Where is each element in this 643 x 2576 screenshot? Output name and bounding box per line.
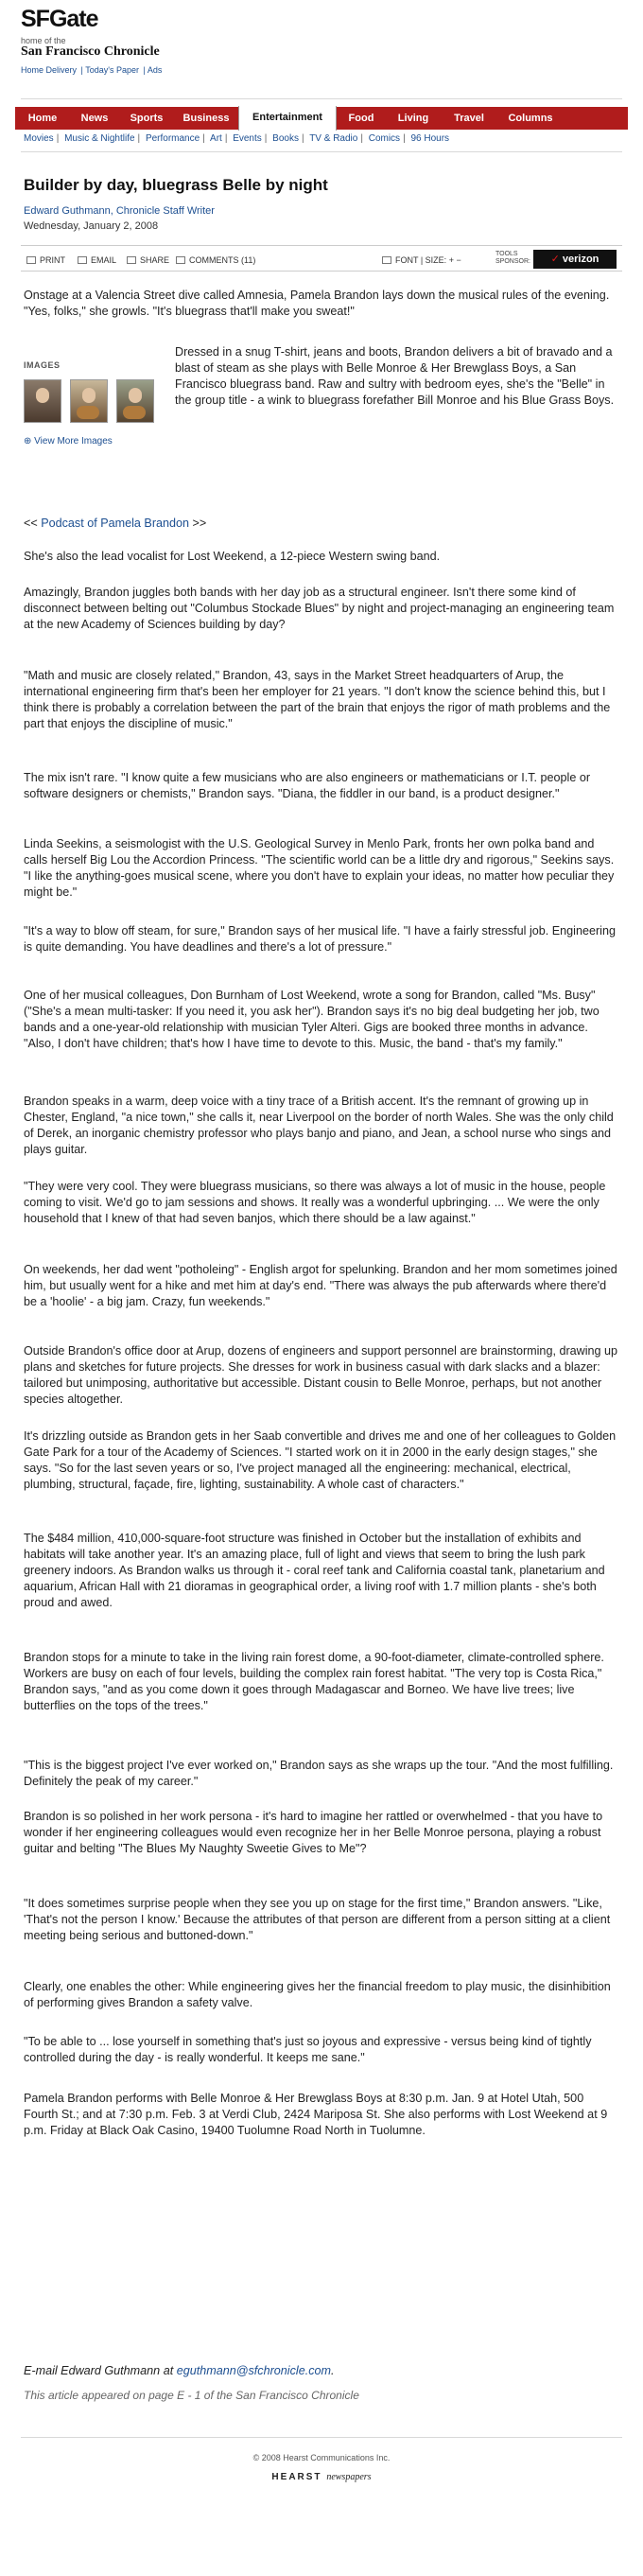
- paragraph: Brandon speaks in a warm, deep voice with a tiny trace of a British accent. It's the remnant of growing up in Chester, England, "a nice town," she calls it, near Liverpool on the border of north Wales. She was the only child of Derek, an inorganic chemistry professor who plays banjo and piano, and Jean, a school nurse who sings and plays guitar.: [24, 1095, 614, 1156]
- copyright-notice: © 2008 Hearst Communications Inc.: [252, 2453, 391, 2462]
- comments-button[interactable]: [176, 254, 255, 266]
- newspapers-word: newspapers: [326, 2472, 372, 2482]
- paragraph: "To be able to ... lose yourself in something that's just so joyous and expressive - versus being kind of tightly controlled during the day - is really wonderful. It keeps me sane.": [24, 2035, 592, 2064]
- paragraph: Dressed in a snug T-shirt, jeans and boots, Brandon delivers a bit of bravado and a blast of steam as she plays with Belle Monroe & Her Brewglass Boys, a San Francisco bluegrass band. Raw and sultry with bedroom eyes, she's the "Belle" in the group title - a wink to bluegrass forefather Bill Monroe and his Blue Grass Boys.: [175, 345, 615, 407]
- nav-sports[interactable]: Sports: [130, 113, 164, 124]
- paragraph: Brandon stops for a minute to take in the living rain forest dome, a 90-foot-diameter, climate-controlled sphere. Workers are busy on each of four levels, building the complex rain forest habitat. "The very top is Costa Rica," Brandon says, "and as you come down it goes through Madagascar and Borneo. We have live trees; live butterflies on the tops of the trees.": [24, 1651, 604, 1712]
- nav-travel[interactable]: Travel: [454, 113, 484, 124]
- paragraph: "It does sometimes surprise people when they see you up on stage for the first time," Brandon answers. "Like, 'That's not the person I know.' Because the attributes of that person are different from a person sitting at a client meeting being serious and buttoned-down.": [24, 1897, 611, 1942]
- paragraph: The mix isn't rare. "I know quite a few musicians who are also engineers or mathematicians or I.T. people or software designers or chemists," Brandon says. "Diana, the fiddler in our band, is a product designer.": [24, 771, 591, 800]
- paragraph: It's drizzling outside as Brandon gets in her Saab convertible and drives me and one of her colleagues to Golden Gate Park for a tour of the Academy of Sciences. "I started work on it in 2000 in the early design stages," she says. "So for the last seven years or so, I've project managed all the engineering: mechanical, electrical, plumbing, structural, façade, fire, lighting, sustainability. A whole cast of characters.": [24, 1429, 617, 1491]
- nav-living[interactable]: Living: [397, 113, 429, 124]
- paragraph: "It's a way to blow off steam, for sure," Brandon says of her musical life. "I have a fairly stressful job. Engineering is quite demanding. You have deadlines and there's a lot of pressure.": [24, 924, 616, 954]
- tools-label-line1: TOOLS: [495, 251, 518, 257]
- paragraph: Clearly, one enables the other: While engineering gives her the financial freedom to play music, the disinhibition of performing gives Brandon a safety valve.: [24, 1980, 611, 2009]
- email-prefix: E-mail Edward Guthmann at: [24, 2364, 174, 2377]
- paragraph: On weekends, her dad went "potholeing" - English argot for spelunking. Brandon and her mom sometimes joined him, but usually went for a hike and met him at day's end. "There was always the pub afterwards where there'd be a 'hoolie' - a big jam. Crazy, fun weekends.": [24, 1263, 617, 1308]
- email-label: EMAIL: [91, 255, 117, 265]
- ads-link[interactable]: Ads: [147, 65, 163, 75]
- hearst-word: HEARST: [271, 2472, 322, 2482]
- sfgate-logo[interactable]: SFGate: [21, 6, 98, 32]
- author-email-line: [24, 2364, 335, 2377]
- comment-icon: [176, 256, 185, 264]
- header-links: Home Delivery | Today's Paper | Ads: [21, 65, 163, 75]
- nav-entertainment[interactable]: Entertainment: [238, 106, 337, 131]
- author-email-link[interactable]: eguthmann@sfchronicle.com: [176, 2364, 331, 2377]
- font-size-control[interactable]: [382, 254, 461, 266]
- paragraph: "Math and music are closely related," Brandon, 43, says in the Market Street headquarters of Arup, the international engineering firm that's been her employer for 21 years. "I don't know the science behind this, but I think there is probably a correlation between the part of the brain that enjoys the rigor of math problems and the part that enjoys the discipline of music.": [24, 669, 611, 730]
- subnav-music-nightlife[interactable]: Music & Nightlife: [64, 133, 135, 144]
- article-byline[interactable]: Edward Guthmann, Chronicle Staff Writer: [24, 205, 215, 217]
- comments-label: COMMENTS (11): [189, 255, 256, 265]
- sub-nav: Movies | Music & Nightlife | Performance | Art | Events | Books | TV & Radio | Comics | 96 Hours: [24, 133, 450, 144]
- paragraph: Amazingly, Brandon juggles both bands with her day job as a structural engineer. Isn't there some kind of disconnect between belting out "Columbus Stockade Blues" by night and project-managing an engineering team at the new Academy of Sciences building by day?: [24, 586, 615, 631]
- paragraph: One of her musical colleagues, Don Burnham of Lost Weekend, wrote a song for Brandon, called "Ms. Busy" ("She's a mean multi-tasker: If you need it, you ask her"). Brandon says it's no big deal budgeting her job, two bands and a one-year-old relationship with musician Tyler Alteri. Gigs are booked three months in advance. "Also, I don't have children; that's how I have time to devote to this. Music, the band - that's my family.": [24, 989, 600, 1050]
- subnav-tv-radio[interactable]: TV & Radio: [309, 133, 358, 144]
- print-button[interactable]: [26, 254, 65, 266]
- envelope-icon: [78, 256, 87, 264]
- subnav-performance[interactable]: Performance: [145, 133, 200, 144]
- article-tools-bar: [21, 245, 622, 272]
- print-label: PRINT: [40, 255, 65, 265]
- images-title: IMAGES: [24, 360, 61, 370]
- font-icon: [382, 256, 391, 264]
- share-button[interactable]: [127, 254, 169, 266]
- footer-divider: [21, 2437, 622, 2438]
- nav-food[interactable]: Food: [348, 113, 374, 124]
- thumbnail-photo[interactable]: [70, 379, 108, 423]
- images-panel: [24, 360, 164, 464]
- view-more-images-link[interactable]: ⊕ View More Images: [24, 436, 113, 447]
- view-more-label: View More Images: [34, 436, 113, 447]
- thumbnail-photo[interactable]: [24, 379, 61, 423]
- paragraph: "This is the biggest project I've ever worked on," Brandon says as she wraps up the tour. "And the most fulfilling. Definitely the peak of my career.": [24, 1759, 614, 1788]
- thumbnail-photo[interactable]: [116, 379, 154, 423]
- subnav-movies[interactable]: Movies: [24, 133, 54, 144]
- nav-business[interactable]: Business: [182, 113, 230, 124]
- nav-home[interactable]: Home: [27, 113, 58, 124]
- paragraph: Onstage at a Valencia Street dive called Amnesia, Pamela Brandon lays down the musical rules of the evening. "Yes, folks," she growls. "It's bluegrass that'll make you sweat!": [24, 289, 610, 318]
- podcast-prefix: <<: [24, 517, 38, 530]
- paragraph: She's also the lead vocalist for Lost Weekend, a 12-piece Western swing band.: [24, 550, 441, 563]
- subnav-books[interactable]: Books: [272, 133, 299, 144]
- paragraph: Linda Seekins, a seismologist with the U.S. Geological Survey in Menlo Park, fronts her own polka band and calls herself Big Lou the Accordion Princess. "The scientific world can be a little dry and rigorous," Seekins says. "I like the anything-goes musical scene, where you don't have to explain your ideas, no matter how peculiar they might be.": [24, 837, 615, 899]
- todays-paper-link[interactable]: Today's Paper: [85, 65, 139, 75]
- share-icon: [127, 256, 136, 264]
- paragraph: The $484 million, 410,000-square-foot structure was finished in October but the installation of exhibits and habitats will take another year. It's an amazing place, full of light and views that seem to bring the lush park greenery indoors. As Brandon walks us through it - coral reef tank and California coastal tank, planetarium and aquarium, African Hall with 21 dioramas in geographical order, a living roof with 1.7 million plants - she's both proud and awed.: [24, 1532, 605, 1609]
- subnav-art[interactable]: Art: [210, 133, 222, 144]
- subnav-events[interactable]: Events: [233, 133, 262, 144]
- article-headline: Builder by day, bluegrass Belle by night: [24, 176, 328, 194]
- tools-label-line2: SPONSOR:: [495, 258, 530, 265]
- podcast-link[interactable]: Podcast of Pamela Brandon: [41, 517, 190, 530]
- site-header: [21, 0, 635, 106]
- paragraph: Brandon is so polished in her work persona - it's hard to imagine her rattled or overwhelmed - that you have to wonder if her engineering colleagues would even recognize her in her Belle Monroe persona, playing a robust guitar and belting "The Blues My Naughty Sweetie Gives to Me"?: [24, 1810, 603, 1855]
- main-nav: [15, 107, 628, 130]
- paragraph: Pamela Brandon performs with Belle Monroe & Her Brewglass Boys at 8:30 p.m. Jan. 9 at Hotel Utah, 500 Fourth St.; and at 7:30 p.m. Feb. 3 at Verdi Club, 2424 Mariposa St. She also performs with Lost Weekend at 9 p.m. Friday at Black Oak Casino, 19400 Tuolumne Road North in Tuolumne.: [24, 2092, 608, 2137]
- podcast-line: [24, 517, 206, 530]
- subnav-divider: [21, 151, 622, 152]
- share-label: SHARE: [140, 255, 170, 265]
- verizon-sponsor-logo[interactable]: ✓ verizon: [533, 250, 617, 269]
- hearst-newspapers-logo[interactable]: [0, 2472, 643, 2482]
- subnav-comics[interactable]: Comics: [368, 133, 401, 144]
- chronicle-logo[interactable]: San Francisco Chronicle: [21, 44, 160, 59]
- font-size-increase-icon[interactable]: +: [448, 255, 454, 265]
- podcast-suffix: >>: [192, 517, 207, 530]
- home-delivery-link[interactable]: Home Delivery: [21, 65, 78, 75]
- logo-subtitle: home of the: [21, 36, 66, 45]
- font-size-label: FONT | SIZE:: [395, 255, 447, 265]
- printer-icon: [26, 256, 36, 264]
- article-date: Wednesday, January 2, 2008: [24, 220, 159, 232]
- subnav-96-hours[interactable]: 96 Hours: [410, 133, 450, 144]
- tools-sponsor-label: [495, 251, 530, 266]
- page-appeared-note: This article appeared on page E - 1 of the San Francisco Chronicle: [24, 2389, 359, 2402]
- email-suffix: .: [331, 2364, 335, 2377]
- font-size-decrease-icon[interactable]: −: [456, 255, 461, 265]
- email-button[interactable]: [78, 254, 116, 266]
- paragraph: Outside Brandon's office door at Arup, dozens of engineers and support personnel are brainstorming, drawing up plans and sketches for future projects. She dresses for work in business casual with dark slacks and a blazer: tailored but unimposing, authoritative but accessible. Distant cousin to Belle Monroe, perhaps, but not another species altogether.: [24, 1344, 618, 1406]
- nav-columns[interactable]: Columns: [508, 113, 553, 124]
- sponsor-name: verizon: [562, 254, 600, 265]
- header-divider: [21, 98, 622, 99]
- nav-news[interactable]: News: [80, 113, 109, 124]
- paragraph: "They were very cool. They were bluegrass musicians, so there was always a lot of music in the house, people coming to visit. We'd go to jam sessions and shows. It really was a wonderful upbringing. ... We were the only household that I knew of that had seven banjos, which there should be a law against.": [24, 1180, 606, 1225]
